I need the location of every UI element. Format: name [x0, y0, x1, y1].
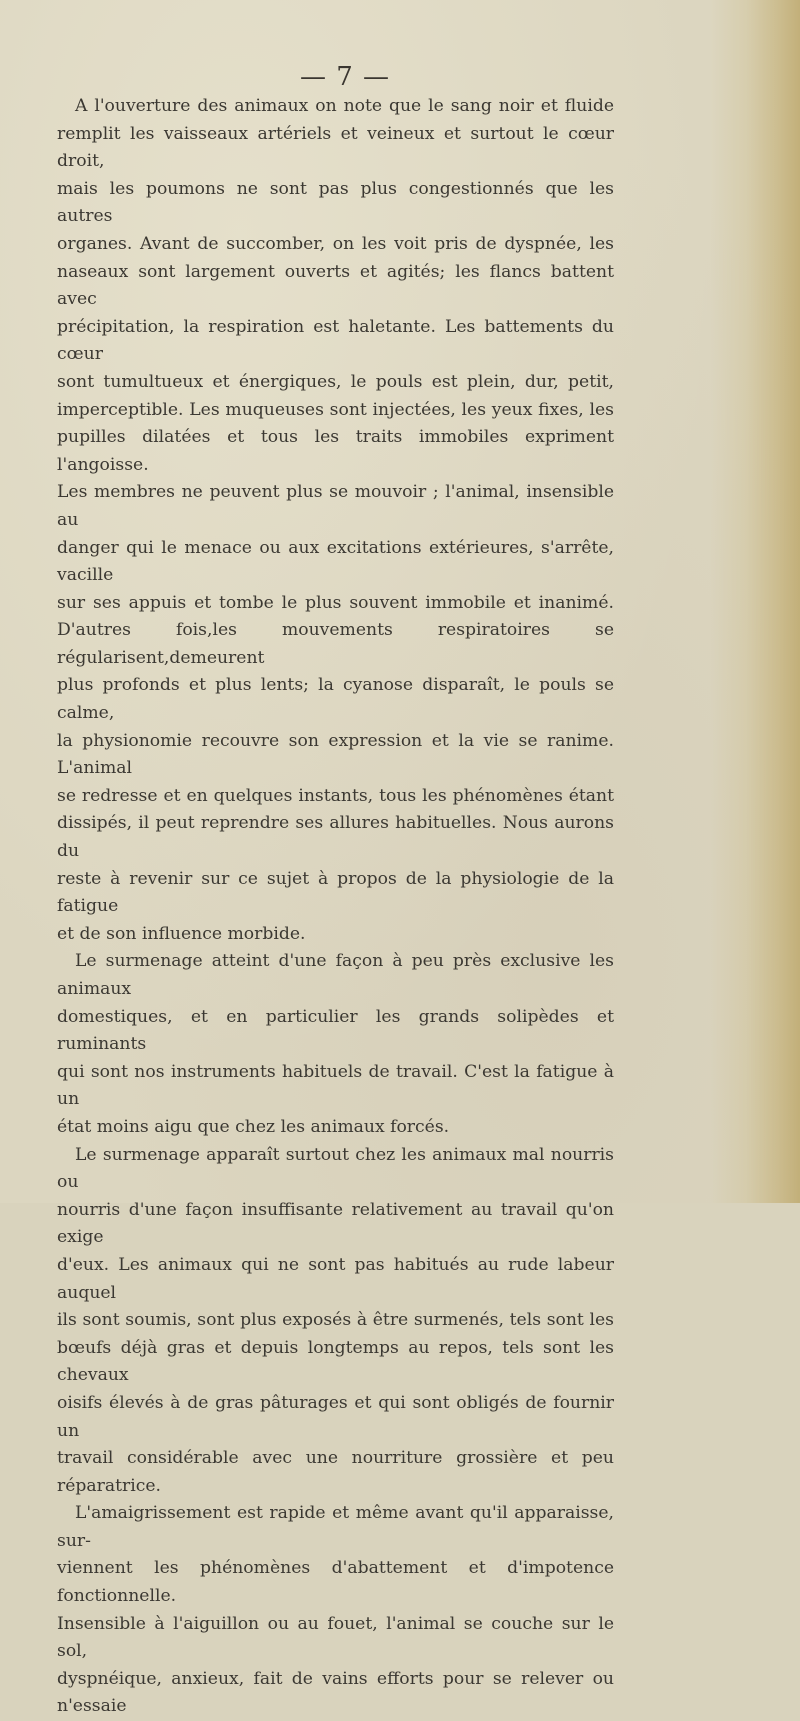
text-line: nourris d'une façon insuffisante relativement au travail qu'on exige	[57, 1199, 614, 1248]
text-line: Le surmenage apparaît surtout chez les animaux mal nourris ou	[57, 1144, 614, 1193]
text-line: sur ses appuis et tombe le plus souvent immobile et inanimé.	[57, 592, 614, 613]
text-line: état moins aigu que chez les animaux forcés.	[57, 1116, 450, 1137]
text-line: Le surmenage atteint d'une façon à peu près exclusive les animaux	[57, 951, 614, 999]
text-line: remplit les vaisseaux artériels et veineux et surtout le cœur droit,	[57, 123, 614, 172]
text-line: imperceptible. Les muqueuses sont injectées, les yeux fixes, les	[57, 399, 614, 420]
text-line: reste à revenir sur ce sujet à propos de la physiologie de la fatigue	[57, 868, 614, 917]
text-line: travail considérable avec une nourriture grossière et peu réparatrice.	[57, 1448, 614, 1496]
text-line: oisifs élevés à de gras pâturages et qui sont obligés de fournir un	[57, 1392, 614, 1441]
text-line: dissipés, il peut reprendre ses allures habituelles. Nous aurons du	[57, 813, 614, 862]
text-line: se redresse et en quelques instants, tous les phénomènes étant	[57, 785, 614, 806]
text-line: dyspnéique, anxieux, fait de vains efforts pour se relever ou n'essaie	[57, 1668, 614, 1717]
text-line: qui sont nos instruments habituels de travail. C'est la fatigue à un	[57, 1061, 614, 1110]
text-line: précipitation, la respiration est haletante. Les battements du cœur	[57, 316, 614, 365]
text-line: L'amaigrissement est rapide et même avant qu'il apparaisse, sur-	[57, 1503, 614, 1551]
page-number: — 7 —	[299, 62, 391, 92]
text-line: la physionomie recouvre son expression et la vie se ranime. L'animal	[57, 730, 614, 779]
text-line: Insensible à l'aiguillon ou au fouet, l'animal se couche sur le sol,	[57, 1613, 614, 1662]
text-line: bœufs déjà gras et depuis longtemps au repos, tels sont les chevaux	[57, 1337, 614, 1386]
text-line: ils sont soumis, sont plus exposés à être surmenés, tels sont les	[57, 1310, 614, 1331]
text-line: naseaux sont largement ouverts et agités; les flancs battent avec	[57, 261, 614, 310]
text-line: A l'ouverture des animaux on note que le sang noir et fluide	[75, 96, 614, 116]
text-line: danger qui le menace ou aux excitations extérieures, s'arrête, vacille	[57, 537, 614, 586]
text-line: domestiques, et en particulier les grands solipèdes et ruminants	[57, 1006, 614, 1055]
text-line: Les membres ne peuvent plus se mouvoir ; l'animal, insensible au	[57, 482, 614, 530]
text-line: plus profonds et plus lents; la cyanose disparaît, le pouls se calme,	[57, 675, 614, 724]
text-line: sont tumultueux et énergiques, le pouls est plein, dur, petit,	[57, 371, 614, 392]
text-line: pupilles dilatées et tous les traits immobiles expriment l'angoisse.	[57, 427, 614, 475]
page-edge-stain	[710, 0, 800, 1203]
text-line: d'eux. Les animaux qui ne sont pas habitués au rude labeur auquel	[57, 1254, 614, 1303]
text-line: viennent les phénomènes d'abattement et d'impotence fonctionnelle.	[57, 1558, 614, 1607]
text-line: mais les poumons ne sont pas plus congestionnés que les autres	[57, 178, 614, 227]
text-line: et de son influence morbide.	[57, 923, 306, 944]
body-text	[57, 93, 614, 1721]
text-line: D'autres fois,les mouvements respiratoires se régularisent,demeurent	[57, 620, 614, 668]
text-line: organes. Avant de succomber, on les voit pris de dyspnée, les	[57, 233, 614, 254]
